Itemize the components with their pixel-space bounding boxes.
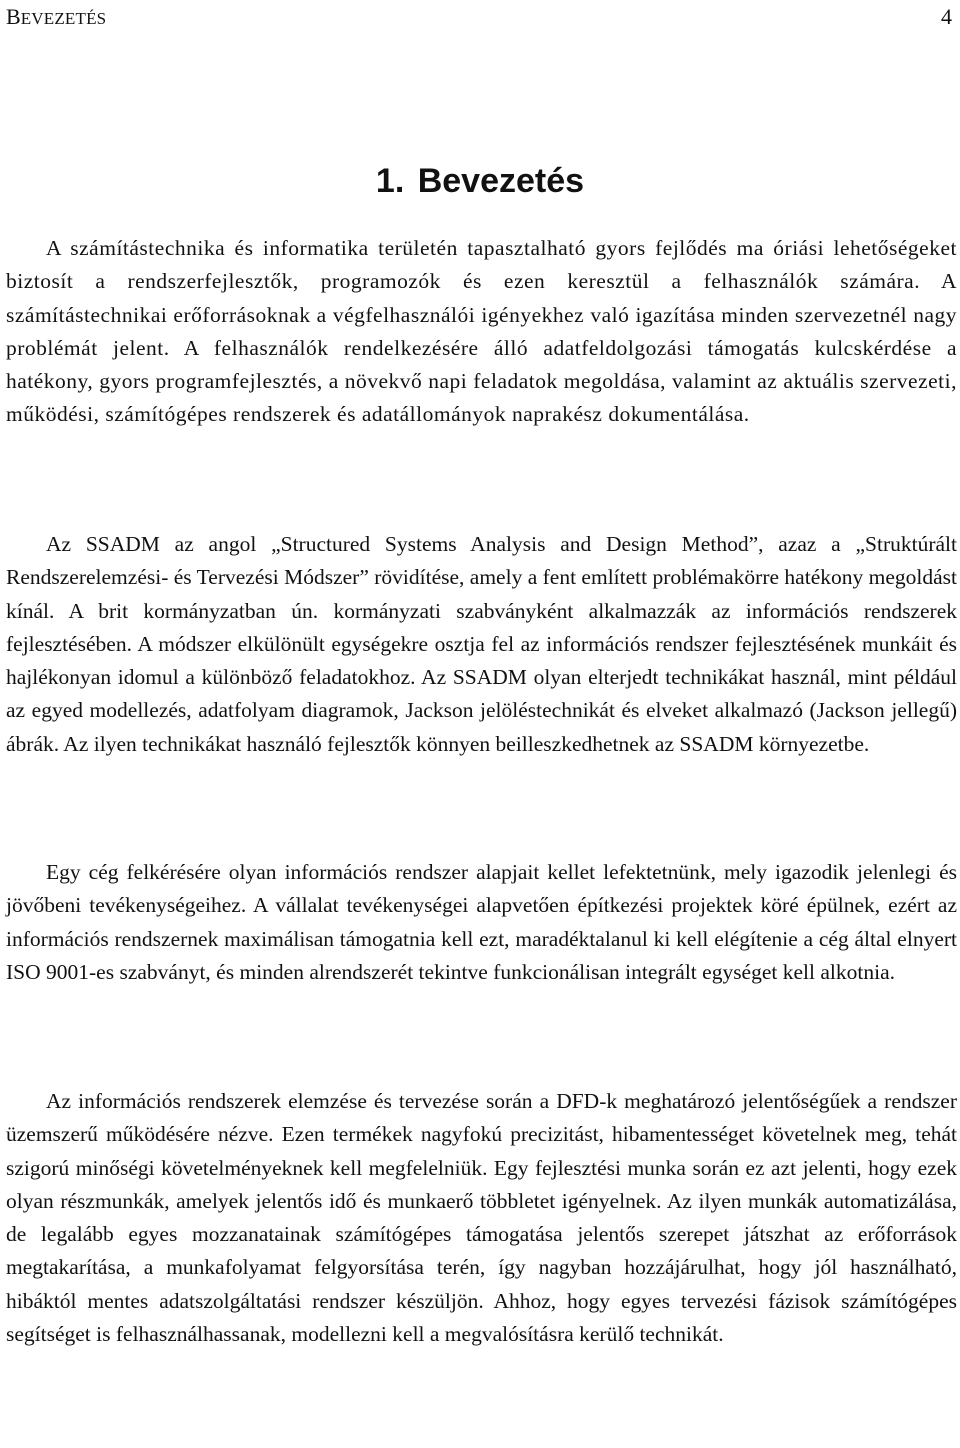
paragraph-company: Egy cég felkérésére olyan információs rendszer alapjait kellet lefektetnünk, mely igazodik jelenlegi és jövőbeni tevékenységeihez. A vállalat tevékenységei alapvetően építkezési projektek köré épülnek, ezért az információs rendszernek maximálisan támogatnia kell ezt, maradéktalanul ki kell elégítenie a cég által elnyert ISO 9001-es szabványt, és minden alrendszerét tekintve funkcionálisan integrált egységet kell alkotnia. xyxy=(6,860,957,984)
paragraph-intro: A számítástechnika és informatika területén tapasztalható gyors fejlődés ma óriási lehetőségeket biztosít a rendszerfejlesztők, programozók és ezen keresztül a felhasználók számára. A számítástechnikai erőforrásoknak a végfelhasználói igényekhez való igazítása minden szervezetnél nagy problémát jelent. A felhasználók rendelkezésére álló adatfeldolgozási támogatás kulcskérdése a hatékony, gyors programfejlesztés, a növekvő napi feladatok megoldása, valamint az aktuális szervezeti, működési, számítógépes rendszerek és adatállományok naprakész dokumentálása. xyxy=(6,236,957,427)
running-head-initial: B xyxy=(6,4,21,29)
page-header xyxy=(6,2,952,32)
page-number: 4 xyxy=(941,4,952,29)
chapter-title: 1. Bevezetés xyxy=(375,161,585,200)
paragraph-ssadm: Az SSADM az angol „Structured Systems Analysis and Design Method”, azaz a „Struktúrált Rendszerelemzési- és Tervezési Módszer” rövidítése, amely a fent említett problémakörre hatékony megoldást kínál. A brit kormányzatban ún. kormányzati szabványként alkalmazzák az információs rendszerek fejlesztésében. A módszer elkülönült egységekre osztja fel az információs rendszer fejlesztésének munkáit és hajlékonyan idomul a különböző feladatokhoz. Az SSADM olyan elterjedt technikákat használ, mint például az egyed modellezés, adatfolyam diagramok, Jackson jelöléstechnikát és elveket alkalmazó (Jackson jellegű) ábrák. Az ilyen technikákat használó fejlesztők könnyen beilleszkedhetnek az SSADM környezetbe. xyxy=(6,532,957,756)
paragraph-dfd: Az információs rendszerek elemzése és tervezése során a DFD-k meghatározó jelentőségűek a rendszer üzemszerű működésére nézve. Ezen termékek nagyfokú precizitást, hibamentességet követelnek meg, tehát szigorú minőségi követelményeknek kell megfelelniük. Egy fejlesztési munka során ez azt jelenti, hogy ezek olyan részmunkák, amelyek jelentős idő és munkaerő többletet igényelnek. Az ilyen munkák automatizálása, de legalább egyes mozzanatainak számítógépes támogatása jelentős szerepet játszhat az erőforrások megtakarítása, a munkafolyamat felgyorsítása terén, így nagyban hozzájárulhat, hogy jól használható, hibáktól mentes adatszolgáltatási rendszer készüljön. Ahhoz, hogy egyes tervezési fázisok számítógépes segítséget is felhasználhassanak, modellezni kell a megvalósításra kerülő technikát. xyxy=(6,1089,957,1347)
running-head xyxy=(6,2,106,34)
running-head-rest: EVEZETÉS xyxy=(20,9,107,28)
